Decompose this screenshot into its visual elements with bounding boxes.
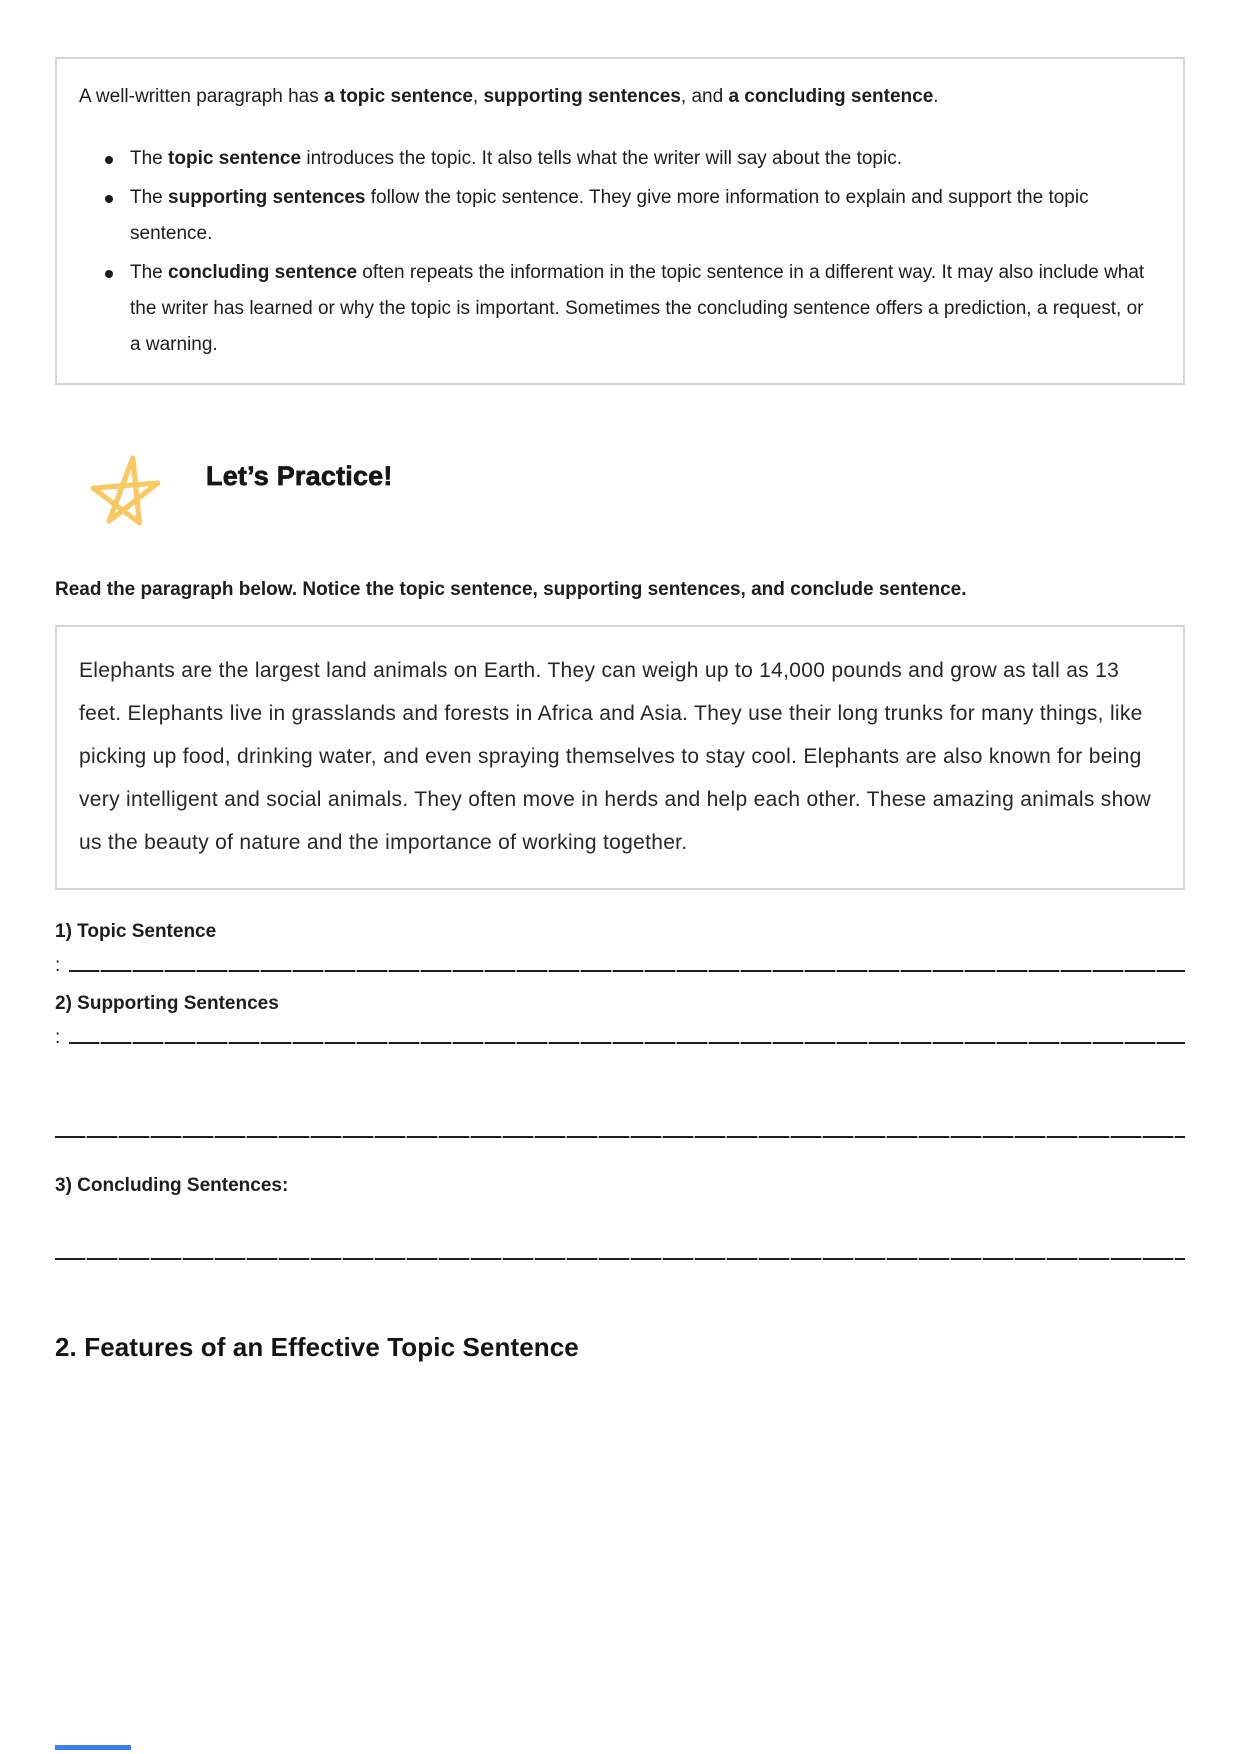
bullet-item-topic-sentence [105,141,1157,177]
answer-blank-line [55,1136,1185,1138]
question-2-label: 2) Supporting Sentences [55,993,279,1014]
bullet-marker [105,270,113,278]
intro-bullet-list [79,141,1157,363]
question-1-label: 1) Topic Sentence [55,921,217,942]
bullet-item-concluding-sentence [105,255,1157,363]
answer-row [55,946,1185,978]
practice-header [55,441,1185,525]
practice-paragraph: Elephants are the largest land animals on Earth. They can weigh up to 14,000 pounds and grow as tall as 13 feet. Elephants live in grasslands and forests in Africa and Asia. They use their long trunks for many things, like picking up food, drinking water, and even spraying themselves to stay cool. Elephants are also known for being very intelligent and social animals. They often move in herds and help each other. These amazing animals show us the beauty of nature and the importance of working together. [79,659,1152,854]
answer-blank-line [69,1042,1185,1044]
answer-row [55,1018,1185,1050]
answer-prefix: : [55,1027,61,1048]
intro-lead: A well-written paragraph has a topic sentence, supporting sentences, and a concluding sentence. [79,86,939,107]
paragraph-box [55,625,1185,890]
answer-blank-line [69,970,1185,972]
bullet-marker [105,195,113,203]
question-topic-sentence [55,918,1185,978]
star-icon [88,449,162,531]
bullet-item-supporting-sentences [105,180,1157,252]
bullet-text: The supporting sentences follow the topic sentence. They give more information to explain and support the topic sentence. [130,187,1089,244]
instruction-text: Read the paragraph below. Notice the topic sentence, supporting sentences, and conclude sentence. [55,579,967,600]
question-supporting-sentences [55,990,1185,1050]
answer-prefix: : [55,955,61,976]
bullet-text: The concluding sentence often repeats the information in the topic sentence in a different way. It may also include what the writer has learned or why the topic is important. Sometimes the concluding sentence offers a prediction, a request, or a warning. [130,262,1145,355]
question-concluding-sentences [55,1172,1185,1200]
intro-box [55,57,1185,385]
section-heading: 2. Features of an Effective Topic Sentence [55,1332,579,1362]
practice-heading: Let’s Practice! [206,460,393,491]
question-3-label: 3) Concluding Sentences: [55,1175,289,1196]
bullet-text: The topic sentence introduces the topic. It also tells what the writer will say about the topic. [130,148,902,169]
answer-blank-line [55,1258,1185,1260]
bullet-marker [105,156,113,164]
page-accent-line [55,1745,131,1750]
